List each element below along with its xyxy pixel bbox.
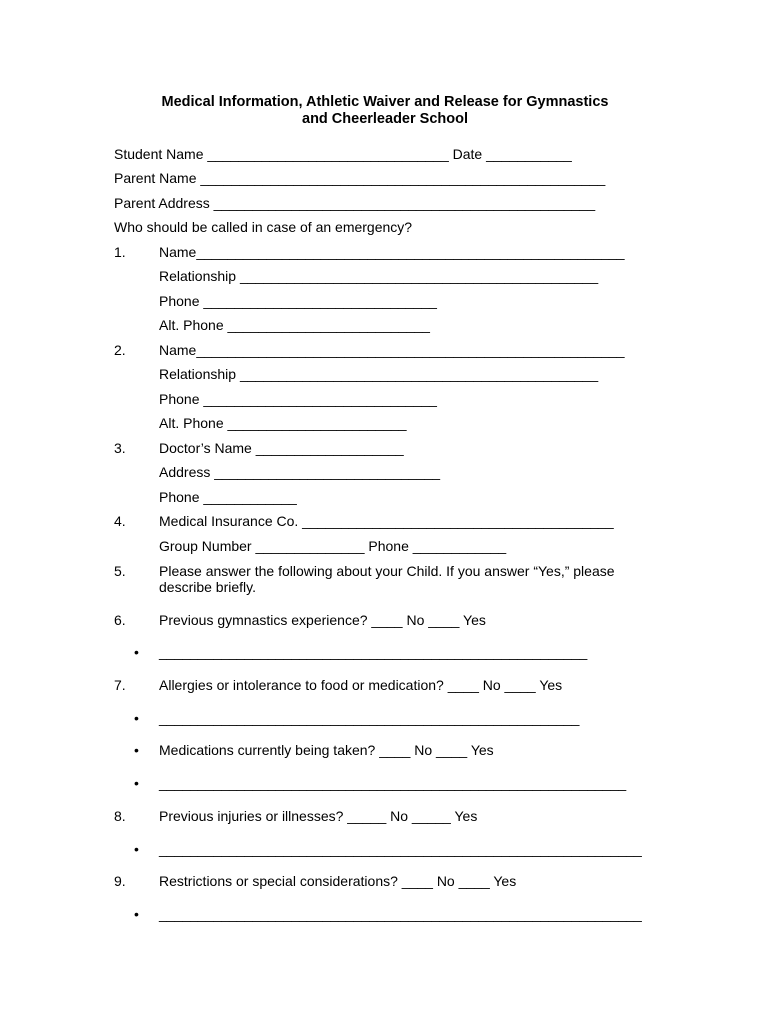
item-number-6: 6. — [114, 612, 126, 628]
title-line-2: and Cheerleader School — [302, 111, 468, 127]
bullet-icon: • — [134, 644, 139, 660]
contact2-relationship-field[interactable]: Relationship ______________________________________________ — [159, 366, 599, 382]
doctor-address-field[interactable]: Address _____________________________ — [159, 464, 441, 480]
item-number-7: 7. — [114, 677, 126, 693]
insurance-company-field[interactable]: Medical Insurance Co. ________________________________________ — [159, 513, 614, 529]
restrictions-question[interactable]: Restrictions or special considerations? ____ No ____ Yes — [159, 873, 517, 889]
contact1-alt-phone-field[interactable]: Alt. Phone __________________________ — [159, 317, 430, 333]
medications-description[interactable]: ____________________________________________________________ — [159, 775, 627, 791]
allergies-question[interactable]: Allergies or intolerance to food or medication? ____ No ____ Yes — [159, 677, 563, 693]
doctor-phone-field[interactable]: Phone ____________ — [159, 489, 297, 505]
restrictions-description[interactable]: ______________________________________________________________ — [159, 906, 642, 922]
contact1-relationship-field[interactable]: Relationship ______________________________________________ — [159, 268, 599, 284]
contact1-phone-field[interactable]: Phone ______________________________ — [159, 293, 437, 309]
item-number-8: 8. — [114, 808, 126, 824]
contact2-phone-field[interactable]: Phone ______________________________ — [159, 391, 437, 407]
item-number-9: 9. — [114, 873, 126, 889]
injuries-description[interactable]: ______________________________________________________________ — [159, 841, 642, 857]
student-name-field[interactable]: Student Name _______________________________ Date ___________ — [114, 146, 572, 162]
doctor-name-field[interactable]: Doctor’s Name ___________________ — [159, 440, 404, 456]
medications-question[interactable]: Medications currently being taken? ____ No ____ Yes — [159, 742, 494, 758]
emergency-question: Who should be called in case of an emergency? — [114, 219, 413, 235]
contact2-alt-phone-field[interactable]: Alt. Phone _______________________ — [159, 415, 407, 431]
bullet-icon: • — [134, 775, 139, 791]
item-number-2: 2. — [114, 342, 126, 358]
parent-address-field[interactable]: Parent Address _________________________________________________ — [114, 195, 596, 211]
bullet-icon: • — [134, 742, 139, 758]
bullet-icon: • — [134, 906, 139, 922]
form-title — [0, 94, 770, 128]
item-number-1: 1. — [114, 244, 126, 260]
parent-name-field[interactable]: Parent Name ____________________________________________________ — [114, 170, 606, 186]
item-number-4: 4. — [114, 513, 126, 529]
item-number-3: 3. — [114, 440, 126, 456]
instructions-paragraph: Please answer the following about your Child. If you answer “Yes,” please describe briefly. — [159, 563, 615, 595]
insurance-group-phone-field[interactable]: Group Number ______________ Phone ____________ — [159, 538, 507, 554]
title-line-1: Medical Information, Athletic Waiver and Release for Gymnastics — [161, 94, 609, 110]
contact2-name-field[interactable]: Name_______________________________________________________ — [159, 342, 625, 358]
bullet-icon: • — [134, 841, 139, 857]
bullet-icon: • — [134, 710, 139, 726]
item-number-5: 5. — [114, 563, 126, 579]
allergies-description[interactable]: ______________________________________________________ — [159, 710, 580, 726]
gymnastics-experience-description[interactable]: _______________________________________________________ — [159, 644, 588, 660]
gymnastics-experience-question[interactable]: Previous gymnastics experience? ____ No ____ Yes — [159, 612, 486, 628]
injuries-question[interactable]: Previous injuries or illnesses? _____ No _____ Yes — [159, 808, 478, 824]
contact1-name-field[interactable]: Name_______________________________________________________ — [159, 244, 625, 260]
